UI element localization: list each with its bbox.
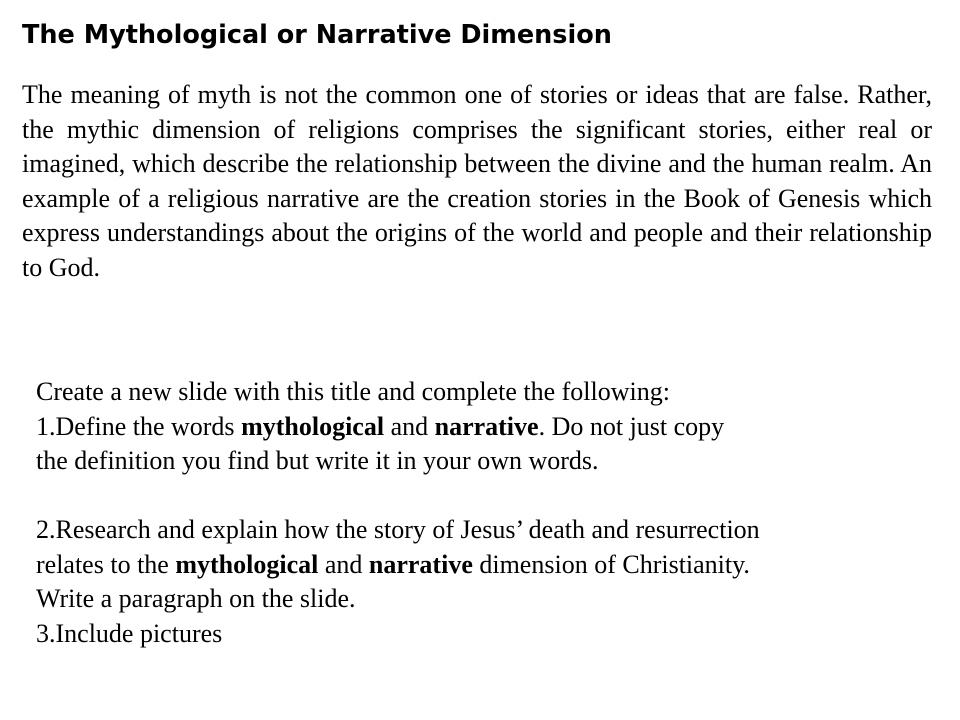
term-mythological: mythological xyxy=(175,549,319,579)
task-2-suffix: dimension of Christianity. xyxy=(472,549,750,579)
task-1-prefix: 1.Define the words xyxy=(36,411,242,441)
task-1-and: and xyxy=(384,411,435,441)
body-paragraph: The meaning of myth is not the common one of stories or ideas that are false. Rather, the mythic dimension of religions comprises the significant stories, either real or imagined, which describe the relationship between the divine and the human realm. An example of a religious narrative are the creation stories in the Book of Genesis which express understandings about the origins of the world and people and their relationship to God. xyxy=(22,80,932,282)
task-2-line-1: 2.Research and explain how the story of Jesus’ death and resurrection xyxy=(36,515,760,544)
task-1-suffix: . Do not just copy xyxy=(538,411,725,441)
instructions-block xyxy=(36,375,936,651)
task-2-line-3: Write a paragraph on the slide. xyxy=(36,584,356,613)
slide-title: The Mythological or Narrative Dimension xyxy=(22,20,612,50)
term-mythological: mythological xyxy=(241,411,385,441)
instructions-intro: Create a new slide with this title and complete the following: xyxy=(36,377,670,406)
task-2-prefix: relates to the xyxy=(36,549,176,579)
term-narrative: narrative xyxy=(434,411,539,441)
task-2-line-2 xyxy=(36,548,936,583)
term-narrative: narrative xyxy=(368,549,473,579)
task-1-line-1 xyxy=(36,410,936,445)
task-2-and: and xyxy=(318,549,369,579)
task-3: 3.Include pictures xyxy=(36,618,223,648)
task-1-line-2: the definition you find but write it in your own words. xyxy=(36,446,599,475)
spacer xyxy=(36,479,936,514)
